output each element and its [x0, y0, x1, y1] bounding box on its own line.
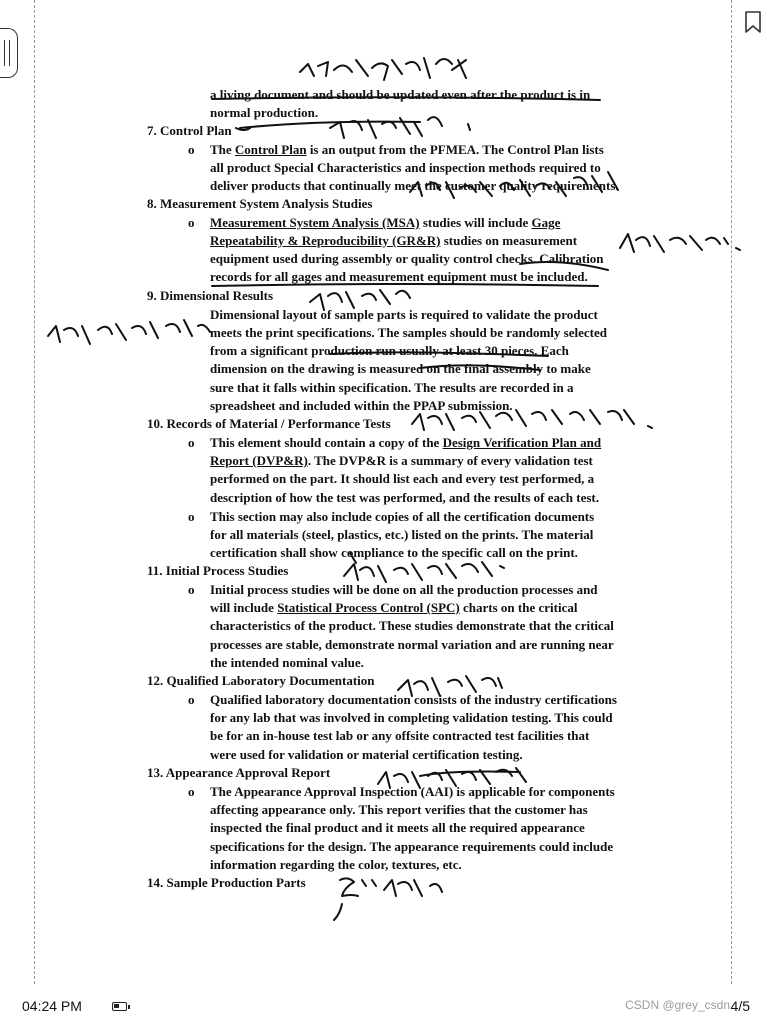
document-line: all product Special Characteristics and inspection methods required to: [210, 160, 601, 175]
document-line: Initial process studies will be done on all the production processes and: [210, 582, 598, 597]
document-line: equipment used during assembly or quality control checks. Calibration: [210, 251, 604, 266]
underlined-term: Gage: [531, 215, 561, 230]
battery-icon: [112, 1002, 127, 1011]
document-line: 12. Qualified Laboratory Documentation: [147, 673, 375, 688]
bullet-marker: o: [188, 435, 195, 450]
text-run: . The DVP&R is a summary of every validation test: [307, 453, 593, 468]
text-run: This element should contain a copy of the: [210, 435, 443, 450]
document-line: normal production.: [210, 105, 319, 120]
document-line: dimension on the drawing is measured on the final assembly to make: [210, 361, 591, 376]
document-line: 9. Dimensional Results: [147, 288, 274, 303]
text-run: will include: [210, 600, 278, 615]
bullet-marker: o: [188, 142, 195, 157]
page-indicator[interactable]: 4/5: [730, 998, 750, 1014]
document-line: 11. Initial Process Studies: [147, 563, 289, 578]
document-line: description of how the test was performed, and the results of each test.: [210, 490, 599, 505]
document-line: records for all gages and measurement equipment must be included.: [210, 269, 588, 284]
document-line: be for an in-house test lab or any offsite contracted test facilities that: [210, 728, 590, 743]
text-run: studies will include: [419, 215, 532, 230]
bullet-marker: o: [188, 509, 195, 524]
bullet-marker: o: [188, 215, 195, 230]
document-line: The Appearance Approval Inspection (AAI) is applicable for components: [210, 784, 615, 799]
text-run: charts on the critical: [459, 600, 578, 615]
document-line: Qualified laboratory documentation consists of the industry certifications: [210, 692, 617, 707]
underlined-term: Statistical Process Control (SPC): [277, 600, 460, 615]
document-line: affecting appearance only. This report verifies that the customer has: [210, 802, 588, 817]
document-line: the intended nominal value.: [210, 655, 364, 670]
document-line: performed on the part. It should list each and every test performed, a: [210, 471, 595, 486]
document-line: characteristics of the product. These studies demonstrate that the critical: [210, 618, 614, 633]
document-line: for all materials (steel, plastics, etc.) listed on the prints. The material: [210, 527, 594, 542]
document-line: deliver products that continually meet the customer quality requirements.: [210, 178, 619, 193]
document-line: from a significant production run usually at least 30 pieces. Each: [210, 343, 569, 358]
underlined-term: Design Verification Plan and: [442, 435, 602, 450]
document-line: certification shall show compliance to the specific call on the print.: [210, 545, 578, 560]
document-line: Dimensional layout of sample parts is required to validate the product: [210, 307, 598, 322]
clock: 04:24 PM: [22, 998, 82, 1014]
underlined-term: Control Plan: [234, 142, 307, 157]
document-line: This section may also include copies of all the certification documents: [210, 509, 595, 524]
document-line: for any lab that was involved in completing validation testing. This could: [210, 710, 613, 725]
document-line: were used for validation or material certification testing.: [210, 747, 523, 762]
document-line: 7. Control Plan: [147, 123, 232, 138]
document-line: 8. Measurement System Analysis Studies: [147, 196, 373, 211]
document-line: a living document and should be updated even after the product is in: [210, 87, 591, 102]
bullet-marker: o: [188, 784, 195, 799]
bullet-marker: o: [188, 692, 195, 707]
document-line: 10. Records of Material / Performance Tests: [147, 416, 391, 431]
document-line: meets the print specifications. The samples should be randomly selected: [210, 325, 607, 340]
text-run: The: [210, 142, 235, 157]
document-line: inspected the final product and it meets all the required appearance: [210, 820, 585, 835]
underlined-term: Report (DVP&R): [210, 453, 308, 468]
document-line: information regarding the color, textures, etc.: [210, 857, 462, 872]
document-line: sure that it falls within specification. The results are recorded in a: [210, 380, 574, 395]
bullet-marker: o: [188, 582, 195, 597]
document-line: 14. Sample Production Parts: [147, 875, 306, 890]
document-line: specifications for the design. The appearance requirements could include: [210, 839, 614, 854]
document-line: 13. Appearance Approval Report: [147, 765, 331, 780]
document-line: spreadsheet and included within the PPAP submission.: [210, 398, 513, 413]
watermark: CSDN @grey_csdn: [625, 998, 730, 1012]
document-line: processes are stable, demonstrate normal variation and are running near: [210, 637, 614, 652]
text-run: studies on measurement: [440, 233, 578, 248]
status-bar: [0, 990, 768, 1024]
underlined-term: Repeatability & Reproducibility (GR&R): [210, 233, 441, 248]
underlined-term: Measurement System Analysis (MSA): [210, 215, 420, 230]
text-run: is an output from the PFMEA. The Control Plan lists: [306, 142, 604, 157]
